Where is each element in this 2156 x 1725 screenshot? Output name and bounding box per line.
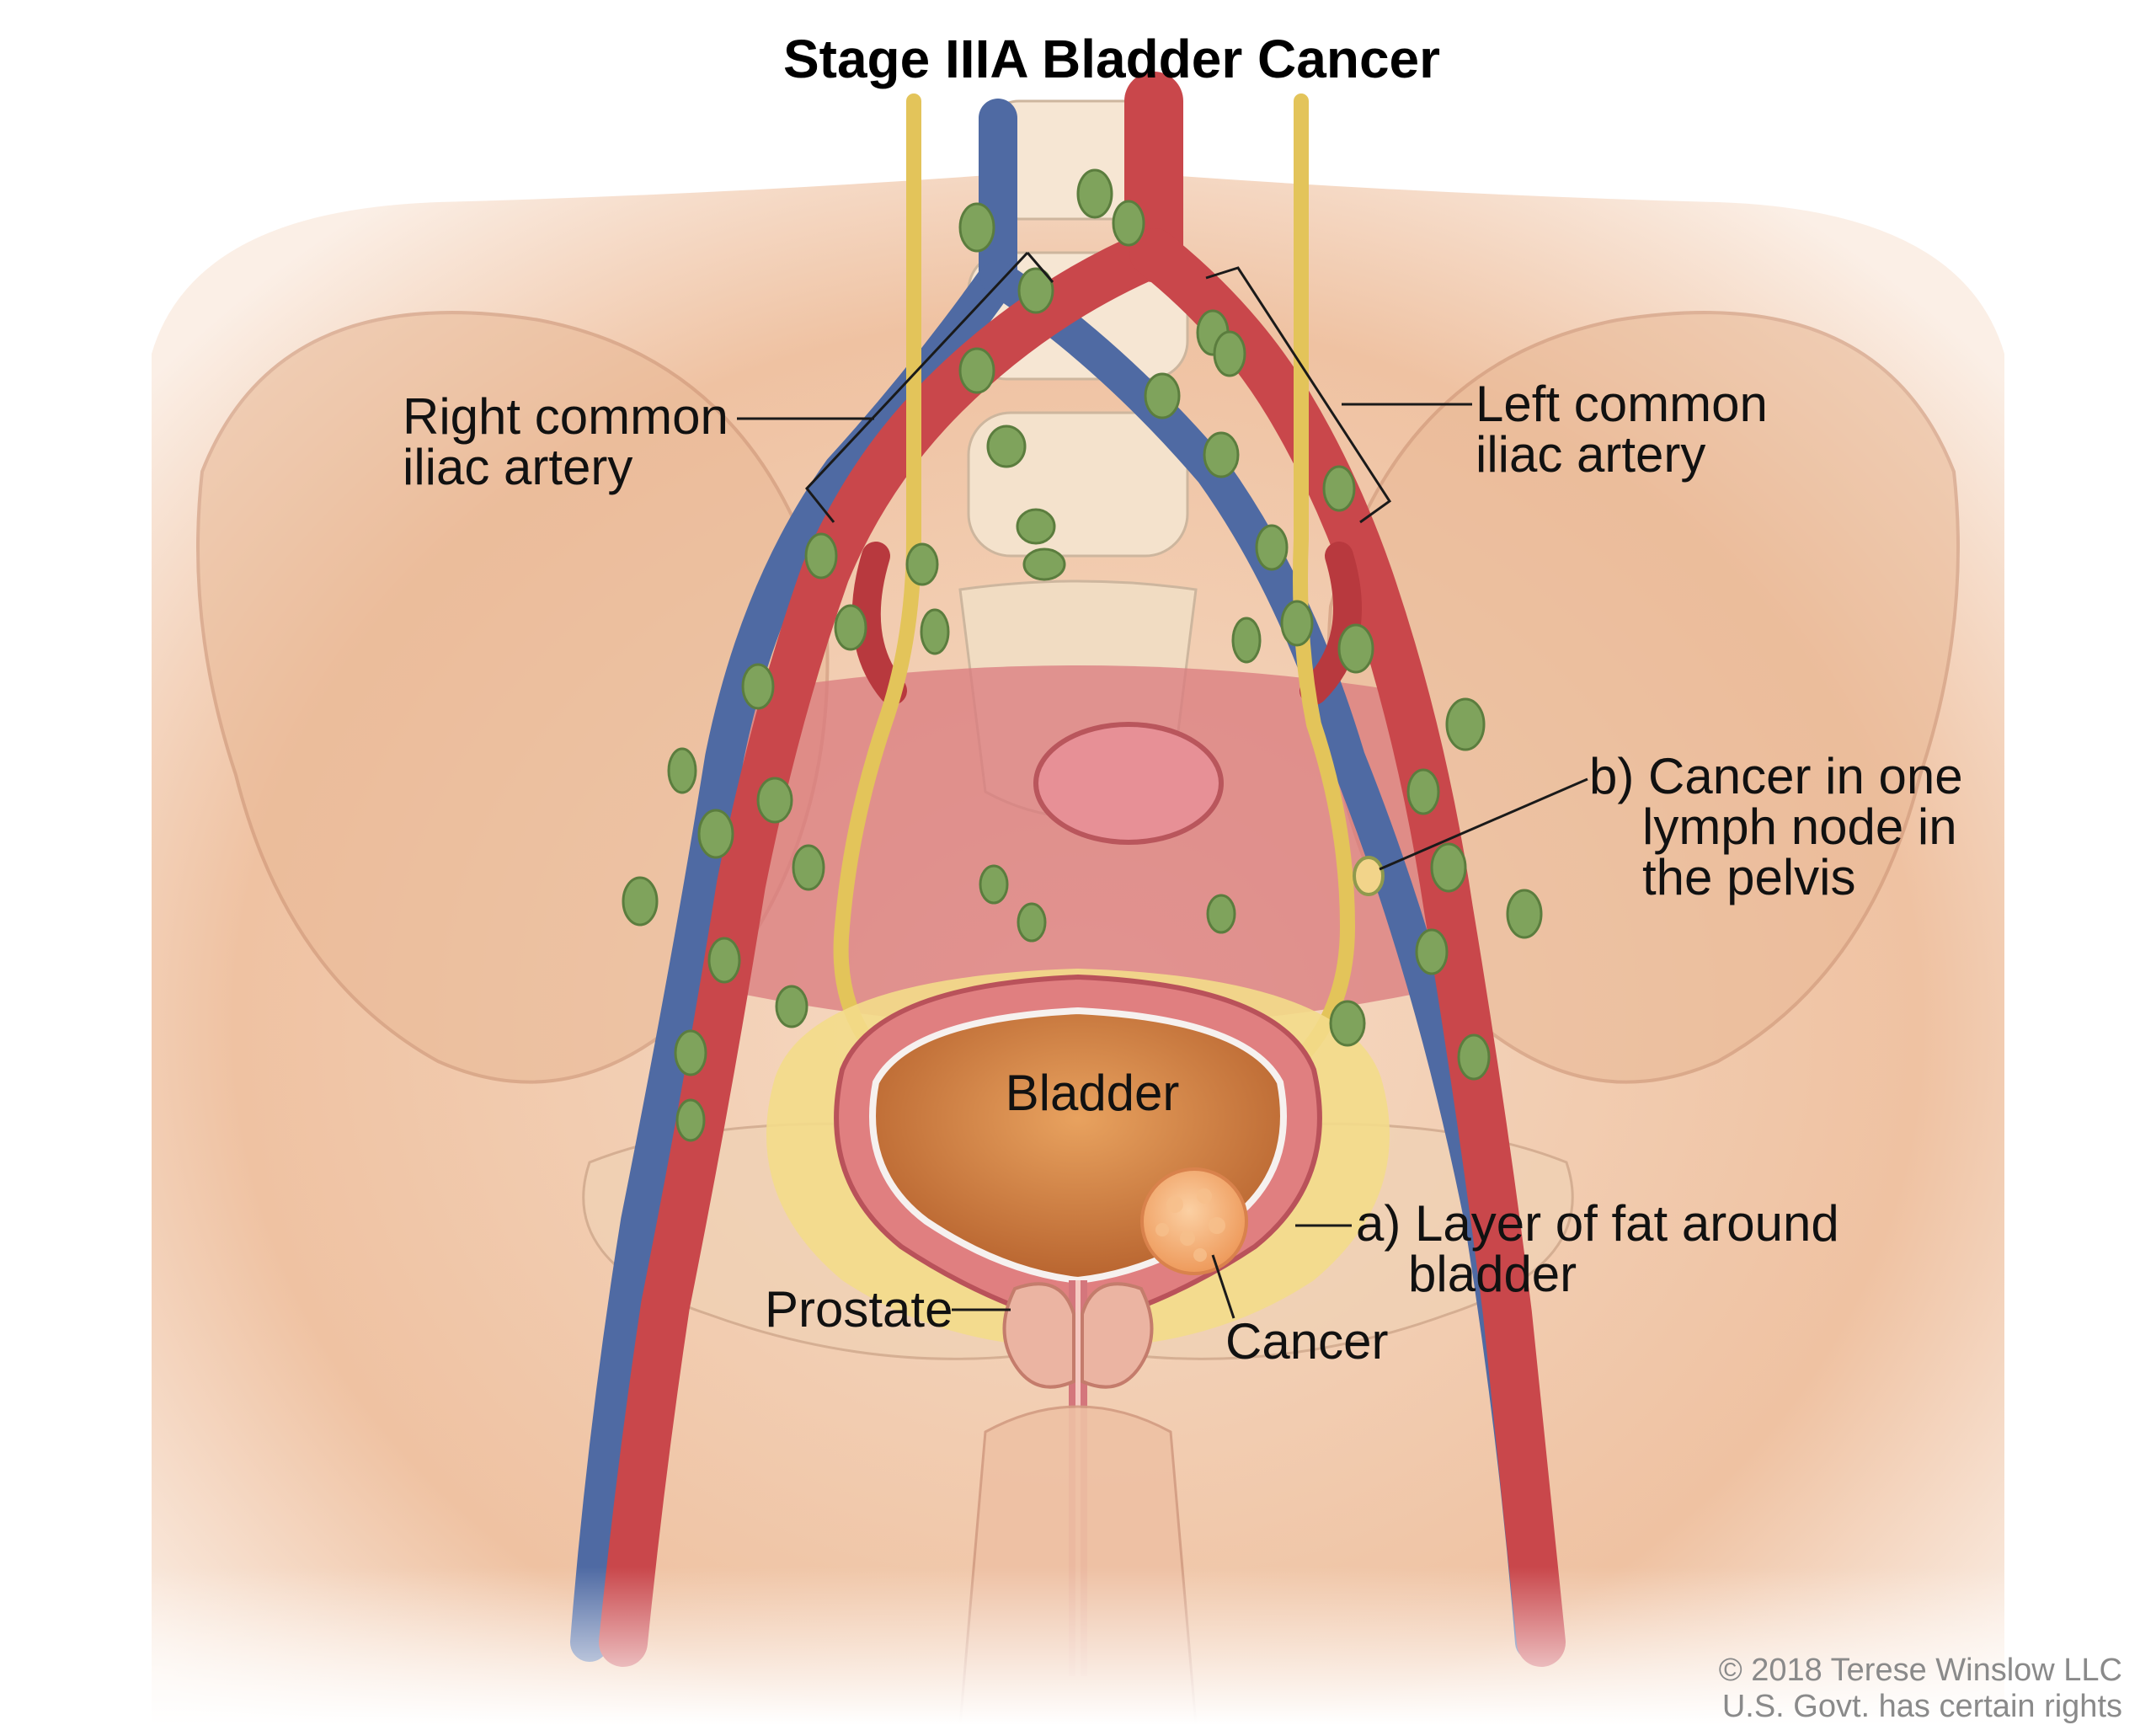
lymph-label-line1: b) Cancer in one <box>1589 748 1963 804</box>
right-artery-label-line1: Right common <box>403 388 728 445</box>
copyright-line2: U.S. Govt. has certain rights <box>1721 1689 2122 1724</box>
left-artery-label-line2: iliac artery <box>1476 426 1706 483</box>
bladder-label: Bladder <box>1005 1065 1180 1121</box>
copyright-line1: © 2018 Terese Winslow LLC <box>1718 1653 2122 1688</box>
fat-label-line2: bladder <box>1408 1246 1577 1302</box>
colon-opening <box>1036 724 1221 842</box>
lymph-label-line3: the pelvis <box>1642 849 1856 905</box>
cancerous-lymph-node <box>1354 857 1383 895</box>
right-artery-label-line2: iliac artery <box>403 439 633 495</box>
fat-label-line1: a) Layer of fat around <box>1356 1195 1839 1252</box>
cancer-label: Cancer <box>1225 1313 1389 1370</box>
lymph-label-line2: lymph node in <box>1642 798 1957 855</box>
page-title: Stage IIIA Bladder Cancer <box>782 29 1441 89</box>
prostate-label: Prostate <box>765 1281 953 1338</box>
left-artery-label-line1: Left common <box>1476 376 1768 432</box>
